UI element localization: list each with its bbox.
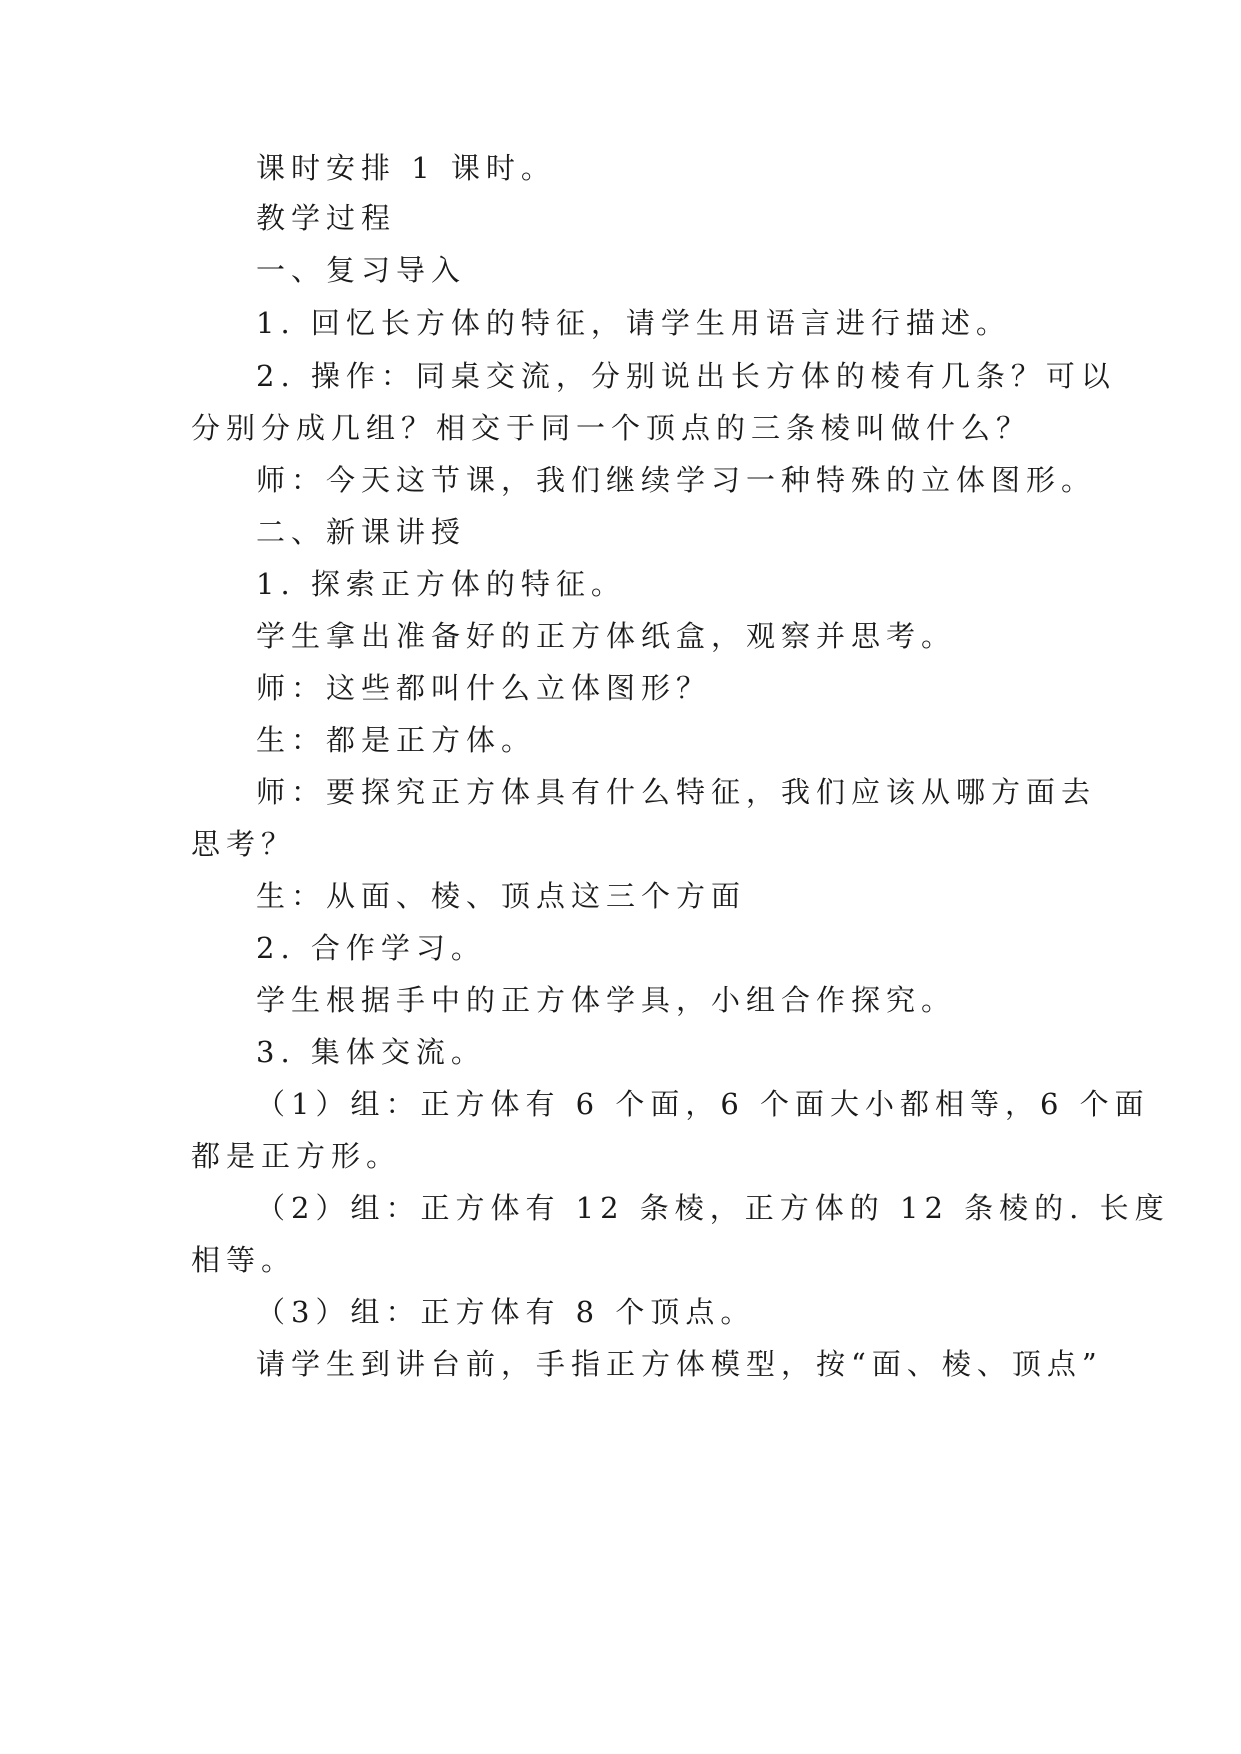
text-line: 思考？	[191, 827, 297, 861]
text-line: 师：今天这节课，我们继续学习一种特殊的立体图形。	[256, 463, 1097, 497]
text-line: 1. 探索正方体的特征。	[256, 567, 626, 601]
text-line: 都是正方形。	[191, 1139, 402, 1173]
text-line: 3. 集体交流。	[256, 1035, 486, 1069]
text-line: 2. 合作学习。	[256, 931, 486, 965]
text-line: 2. 操作：同桌交流，分别说出长方体的棱有几条？可以	[256, 359, 1116, 393]
text-line: （3）组：正方体有 8 个顶点。	[256, 1295, 756, 1329]
text-line: 请学生到讲台前，手指正方体模型，按“面、棱、顶点”	[256, 1347, 1103, 1381]
text-line: 相等。	[191, 1243, 297, 1277]
text-line: 分别分成几组？相交于同一个顶点的三条棱叫做什么？	[191, 411, 1032, 445]
section-heading: 教学过程	[256, 201, 397, 235]
text-line: 课时安排 1 课时。	[256, 151, 556, 185]
text-line: 1. 回忆长方体的特征，请学生用语言进行描述。	[256, 306, 1011, 340]
section-heading: 二、新课讲授	[256, 515, 467, 549]
text-line: 师：这些都叫什么立体图形？	[256, 671, 712, 705]
text-line: 师：要探究正方体具有什么特征，我们应该从哪方面去	[256, 775, 1097, 809]
text-line: （2）组：正方体有 12 条棱，正方体的 12 条棱的. 长度	[256, 1191, 1170, 1225]
text-line: 生：都是正方体。	[256, 723, 537, 757]
text-line: 生：从面、棱、顶点这三个方面	[256, 879, 747, 913]
text-line: 学生根据手中的正方体学具，小组合作探究。	[256, 983, 957, 1017]
text-line: 学生拿出准备好的正方体纸盒，观察并思考。	[256, 619, 957, 653]
text-line: （1）组：正方体有 6 个面，6 个面大小都相等，6 个面	[256, 1087, 1150, 1121]
section-heading: 一、复习导入	[256, 253, 467, 287]
